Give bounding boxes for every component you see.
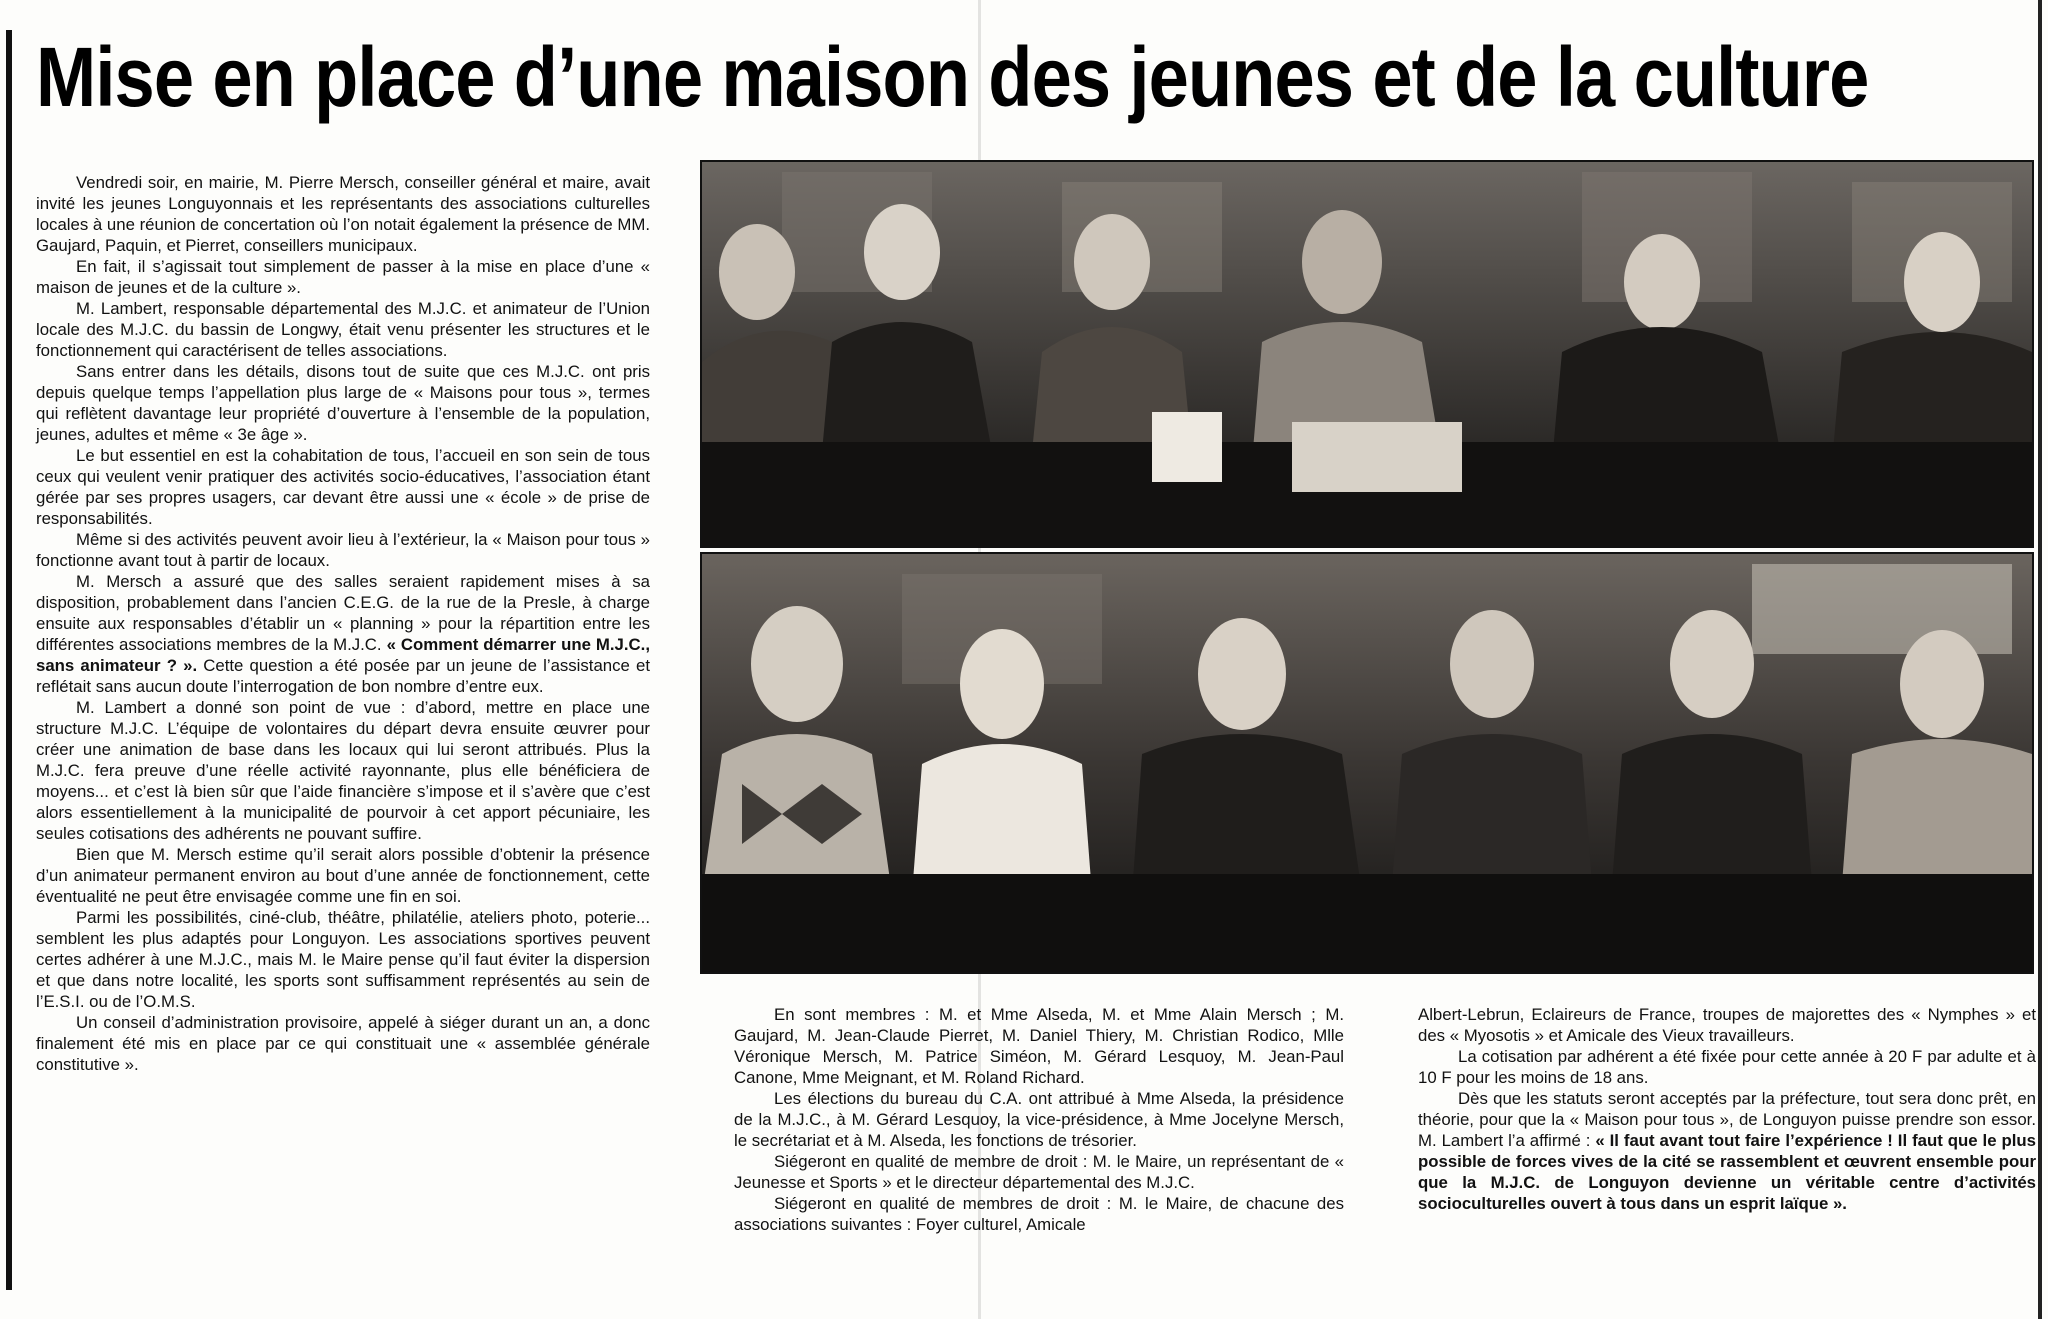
photo-meeting-bottom xyxy=(700,552,2034,974)
paragraph: Parmi les possibilités, ciné-club, théâtre, philatélie, ateliers photo, poterie... semblent les plus adaptés pour Longuyon. Les associations sportives peuvent certes adhérer à une M.J.C., mais M. le Maire pense qu’il faut éviter la dispersion et que dans notre localité, les sports sont suffisamment représentés au sein de l’E.S.I. ou de l’O.M.S. xyxy=(36,908,650,1011)
photo-image xyxy=(702,554,2032,972)
paragraph: M. Lambert, responsable départemental des M.J.C. et animateur de l’Union locale des M.J.C. du bassin de Longwy, était venu présenter les structures et le fonctionnement qui caractérisent de telles associations. xyxy=(36,299,650,360)
paragraph: Un conseil d’administration provisoire, appelé à siéger durant un an, a donc finalement été mis en place par ce qui constituait une « assemblée générale constitutive ». xyxy=(36,1013,650,1074)
page-edge-right xyxy=(2038,0,2042,1319)
paragraph: En fait, il s’agissait tout simplement de passer à la mise en place d’une « maison de jeunes et de la culture ». xyxy=(36,257,650,297)
paragraph: Même si des activités peuvent avoir lieu à l’extérieur, la « Maison pour tous » fonctionne avant tout à partir de locaux. xyxy=(36,530,650,570)
article-column-1 xyxy=(36,172,650,1075)
paragraph: Bien que M. Mersch estime qu’il serait alors possible d’obtenir la présence d’un animateur permanent environ au bout d’une année de fonctionnement, cette éventualité ne peut être envisagée comme une fin en soi. xyxy=(36,845,650,906)
paragraph: En sont membres : M. et Mme Alseda, M. et Mme Alain Mersch ; M. Gaujard, M. Jean-Claude Pierret, M. Daniel Thiery, M. Christian Rodico, Mlle Véronique Mersch, M. Patrice Siméon, M. Gérard Lesquoy, M. Jean-Paul Canone, Mme Meignant, et M. Roland Richard. xyxy=(734,1005,1344,1087)
paragraph: La cotisation par adhérent a été fixée pour cette année à 20 F par adulte et à 10 F pour les moins de 18 ans. xyxy=(1418,1047,2036,1087)
article-column-2 xyxy=(734,1004,1344,1235)
photo-meeting-top xyxy=(700,160,2034,548)
paragraph-text: Cette question a été posée par un jeune de l’assistance et reflétait sans aucun doute l’interrogation de bon nombre d’entre eux. xyxy=(36,656,650,696)
paragraph-text: Dès que les statuts seront acceptés par la préfecture, tout sera donc prêt, en théorie, pour que la « Maison pour tous », de Longuyon puisse prendre son essor. M. Lambert l’a affirmé : xyxy=(1418,1089,2036,1150)
paragraph: Vendredi soir, en mairie, M. Pierre Mersch, conseiller général et maire, avait invité les jeunes Longuyonnais et les représentants des associations culturelles locales à une réunion de concertation où l’on notait également la présence de MM. Gaujard, Paquin, et Pierret, conseillers municipaux. xyxy=(36,173,650,255)
photo-image xyxy=(702,162,2032,546)
paragraph: M. Lambert a donné son point de vue : d’abord, mettre en place une structure M.J.C. L’équipe de volontaires du départ devra ensuite œuvrer pour créer une animation de base dans les locaux qui lui seront attribués. Plus la M.J.C. fera preuve d’une réelle activité rayonnante, plus elle bénéficiera de moyens... et c’est là bien sûr que l’aide financière s’impose et il s’avère que c’est alors essentiellement à la municipalité de pourvoir à cet apport pécuniaire, les seules cotisations des adhérents ne pouvant suffire. xyxy=(36,698,650,843)
paragraph: Le but essentiel en est la cohabitation de tous, l’accueil en son sein de tous ceux qui veulent venir pratiquer des activités socio-éducatives, l’association étant gérée par ses propres usagers, car devant être aussi une « école » de prise de responsabilités. xyxy=(36,446,650,528)
page-edge-left xyxy=(6,30,12,1290)
paragraph: Albert-Lebrun, Eclaireurs de France, troupes de majorettes des « Nymphes » et des « Myosotis » et Amicale des Vieux travailleurs. xyxy=(1418,1005,2036,1045)
article-column-3 xyxy=(1418,1004,2036,1214)
paragraph: Les élections du bureau du C.A. ont attribué à Mme Alseda, la présidence de la M.J.C., à M. Gérard Lesquoy, la vice-présidence, à Mme Jocelyne Mersch, le secrétariat et à M. Alseda, les fonctions de trésorier. xyxy=(734,1089,1344,1150)
paragraph-text: M. Mersch a assuré que des salles seraient rapidement mises à sa disposition, probablement dans l’ancien C.E.G. de la rue de la Presle, à charge ensuite aux responsables d’établir un « planning » pour la répartition entre les différentes associations membres de la M.J.C. xyxy=(36,572,650,654)
bold-quote: « Il faut avant tout faire l’expérience ! Il faut que le plus possible de forces vives de la cité se rassemblent et œuvrent ensemble pour que la M.J.C. de Longuyon devienne un véritable centre d’activités socioculturelles ouvert à tous dans un esprit laïque ». xyxy=(1418,1131,2036,1213)
paragraph: Sans entrer dans les détails, disons tout de suite que ces M.J.C. ont pris depuis quelque temps l’appellation plus large de « Maisons pour tous », termes qui reflètent davantage leur propriété d’ouverture à l’ensemble de la population, jeunes, adultes et même « 3e âge ». xyxy=(36,362,650,444)
paragraph: Siégeront en qualité de membre de droit : M. le Maire, un représentant de « Jeunesse et Sports » et le directeur départemental des M.J.C. xyxy=(734,1152,1344,1192)
paragraph: Siégeront en qualité de membres de droit : M. le Maire, de chacune des associations suivantes : Foyer culturel, Amicale xyxy=(734,1194,1344,1234)
paragraph xyxy=(36,571,650,697)
paragraph xyxy=(1418,1088,2036,1214)
headline: Mise en place d’une maison des jeunes et de la culture xyxy=(36,30,1869,124)
bold-question: « Comment démarrer une M.J.C., sans animateur ? ». xyxy=(36,635,650,675)
